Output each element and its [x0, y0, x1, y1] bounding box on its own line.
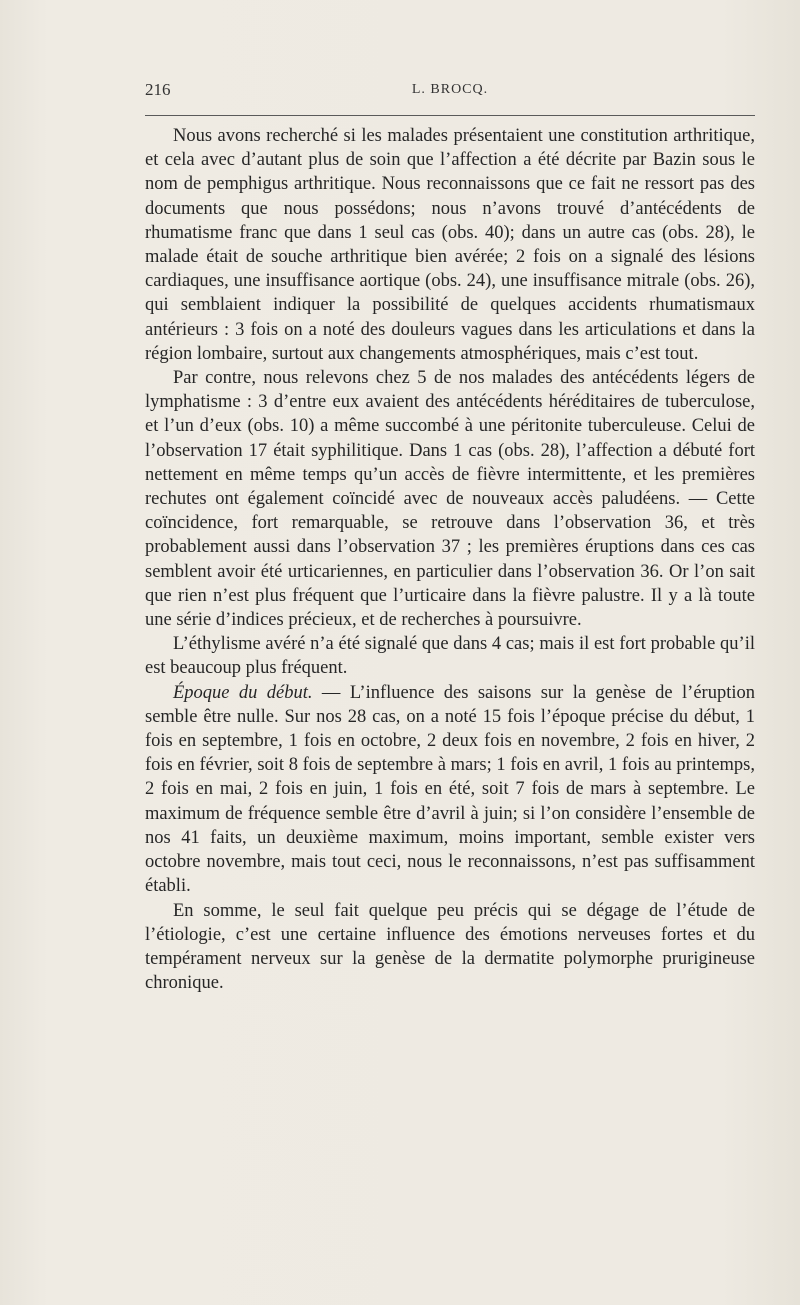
paragraph-onset — [145, 681, 755, 899]
paragraph-ethylism: L’éthylisme avéré n’a été signalé que dans 4 cas; mais il est fort probable qu’il est beaucoup plus fréquent. — [145, 634, 755, 679]
page-header — [145, 80, 755, 100]
paragraph-lymphatism: Par contre, nous relevons chez 5 de nos malades des antécédents légers de lymphatisme : 3 d’entre eux avaient des antécédents héréditaires de tuberculose, et l’un d’eux (obs. 10) a même succombé à une péritonite tuberculeuse. Celui de l’observation 17 était syphilitique. Dans 1 cas (obs. 28), l’affection a débuté fort nettement en même temps qu’un accès de fièvre intermittente, et les premières rechutes ont également coïncidé avec de nouveaux accès paludéens. — Cette coïncidence, fort remarquable, se retrouve dans l’observation 36, et très probablement aussi dans l’observation 37 ; les premières éruptions dans ces cas semblent avoir été urticariennes, en particulier dans l’observation 36. Or l’on sait que rien n’est plus fréquent que l’urticaire dans la fièvre palustre. Il y a là toute une série d’indices précieux, et de recherches à poursuivre. — [145, 368, 755, 631]
section-title-onset: Époque du début. — [173, 682, 313, 703]
paragraph-onset-text: — L’influence des saisons sur la genèse de l’éruption semble être nulle. Sur nos 28 cas, on a noté 15 fois l’époque précise du début, 1 fois en septembre, 1 fois en octobre, 2 deux fois en novembre, 2 fois en hiver, 2 fois en février, soit 8 fois de septembre à mars; 1 fois en avril, 1 fois au printemps, 2 fois en mai, 2 fois en juin, 1 fois en été, soit 7 fois de mars à septembre. Le maximum de fréquence semble être d’avril à juin; si l’on considère l’ensemble de nos 41 faits, un deuxième maximum, moins important, semble exister vers octobre novembre, mais tout ceci, nous le reconnaissons, n’est pas suffisamment établi. — [145, 682, 755, 897]
running-head: L. BROCQ. — [411, 82, 489, 97]
paragraph-arthritis: Nous avons recherché si les malades présentaient une constitution arthritique, et cela avec d’autant plus de soin que l’affection a été décrite par Bazin sous le nom de pemphigus arthritique. Nous reconnaissons que ce fait ne ressort pas des documents que nous possédons; nous n’avons trouvé d’antécédents de rhumatisme franc que dans 1 seul cas (obs. 40); dans un autre cas (obs. 28), le malade était de souche arthritique bien avérée; 2 fois on a signalé des lésions cardiaques, une insuffisance aortique (obs. 24), une insuffisance mitrale (obs. 26), qui semblaient indiquer la possibilité de quelques accidents rhumatismaux antérieurs : 3 fois on a noté des douleurs vagues dans les articulations et dans la région lombaire, surtout aux changements atmosphériques, mais c’est tout. — [145, 126, 755, 364]
header-rule — [145, 115, 755, 116]
body-text — [145, 124, 755, 995]
page-number: 216 — [145, 80, 171, 99]
paragraph-conclusion: En somme, le seul fait quelque peu précis qui se dégage de l’étude de l’étiologie, c’est une certaine influence des émotions nerveuses fortes et du tempérament nerveux sur la genèse de la dermatite polymorphe prurigineuse chronique. — [145, 900, 755, 994]
